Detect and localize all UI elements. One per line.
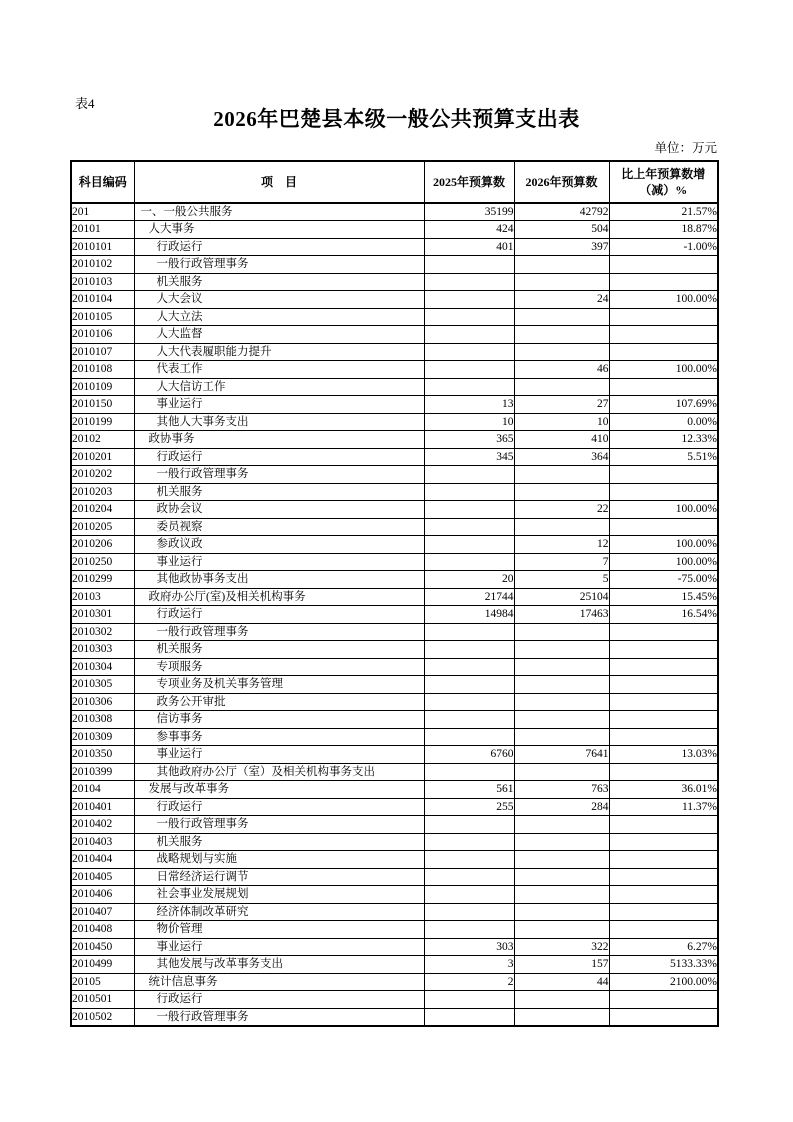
cell-pct: 5.51% xyxy=(609,448,718,466)
cell-item: 专项服务 xyxy=(134,658,424,676)
table-row xyxy=(71,203,718,221)
table-row xyxy=(71,501,718,519)
cell-item: 行政运行 xyxy=(134,991,424,1009)
cell-code: 2010201 xyxy=(71,448,134,466)
cell-pct xyxy=(609,308,718,326)
table-row xyxy=(71,308,718,326)
cell-2026 xyxy=(514,326,609,344)
cell-code: 2010308 xyxy=(71,711,134,729)
cell-2026: 12 xyxy=(514,536,609,554)
cell-2026 xyxy=(514,868,609,886)
cell-2025: 303 xyxy=(424,938,514,956)
cell-2026 xyxy=(514,676,609,694)
table-row xyxy=(71,676,718,694)
cell-code: 2010107 xyxy=(71,343,134,361)
table-row xyxy=(71,728,718,746)
cell-code: 2010204 xyxy=(71,501,134,519)
cell-2025 xyxy=(424,378,514,396)
cell-2025: 10 xyxy=(424,413,514,431)
cell-code: 20104 xyxy=(71,781,134,799)
cell-item: 日常经济运行调节 xyxy=(134,868,424,886)
cell-2025 xyxy=(424,658,514,676)
cell-code: 2010401 xyxy=(71,798,134,816)
cell-2025 xyxy=(424,903,514,921)
cell-item: 行政运行 xyxy=(134,606,424,624)
table-row xyxy=(71,746,718,764)
cell-2026 xyxy=(514,1008,609,1026)
table-row xyxy=(71,238,718,256)
cell-2025 xyxy=(424,886,514,904)
cell-item: 机关服务 xyxy=(134,273,424,291)
cell-item: 其他政协事务支出 xyxy=(134,571,424,589)
table-row xyxy=(71,361,718,379)
table-row xyxy=(71,851,718,869)
cell-2026 xyxy=(514,256,609,274)
cell-item: 人大事务 xyxy=(134,221,424,239)
cell-2026 xyxy=(514,483,609,501)
cell-2025 xyxy=(424,483,514,501)
cell-2026 xyxy=(514,833,609,851)
cell-2026: 284 xyxy=(514,798,609,816)
cell-item: 统计信息事务 xyxy=(134,973,424,991)
cell-code: 2010402 xyxy=(71,816,134,834)
cell-code: 2010102 xyxy=(71,256,134,274)
cell-2026 xyxy=(514,641,609,659)
cell-pct xyxy=(609,693,718,711)
cell-code: 2010501 xyxy=(71,991,134,1009)
cell-code: 2010499 xyxy=(71,956,134,974)
cell-pct xyxy=(609,676,718,694)
cell-2025 xyxy=(424,623,514,641)
table-row xyxy=(71,641,718,659)
cell-item: 专项业务及机关事务管理 xyxy=(134,676,424,694)
header-change-line1: 比上年预算数增 xyxy=(621,166,706,181)
header-change xyxy=(609,161,718,203)
cell-2025 xyxy=(424,816,514,834)
cell-pct: 100.00% xyxy=(609,536,718,554)
cell-code: 201 xyxy=(71,203,134,221)
cell-pct xyxy=(609,763,718,781)
cell-2026 xyxy=(514,518,609,536)
table-row xyxy=(71,588,718,606)
cell-code: 2010306 xyxy=(71,693,134,711)
table-row xyxy=(71,273,718,291)
cell-2025: 3 xyxy=(424,956,514,974)
cell-2026: 25104 xyxy=(514,588,609,606)
cell-item: 事业运行 xyxy=(134,938,424,956)
cell-2026: 322 xyxy=(514,938,609,956)
cell-code: 2010101 xyxy=(71,238,134,256)
cell-code: 2010450 xyxy=(71,938,134,956)
cell-code: 2010403 xyxy=(71,833,134,851)
cell-pct xyxy=(609,921,718,939)
header-code: 科目编码 xyxy=(71,161,134,203)
cell-2026: 17463 xyxy=(514,606,609,624)
cell-code: 2010199 xyxy=(71,413,134,431)
cell-2026 xyxy=(514,623,609,641)
cell-pct xyxy=(609,851,718,869)
table-row xyxy=(71,396,718,414)
cell-item: 机关服务 xyxy=(134,483,424,501)
table-row xyxy=(71,606,718,624)
cell-item: 一、一般公共服务 xyxy=(134,203,424,221)
cell-2025 xyxy=(424,851,514,869)
table-row xyxy=(71,221,718,239)
cell-2025 xyxy=(424,833,514,851)
cell-2025 xyxy=(424,991,514,1009)
cell-2026: 22 xyxy=(514,501,609,519)
cell-code: 2010304 xyxy=(71,658,134,676)
cell-code: 2010502 xyxy=(71,1008,134,1026)
cell-2026 xyxy=(514,991,609,1009)
cell-pct xyxy=(609,1008,718,1026)
cell-code: 2010109 xyxy=(71,378,134,396)
cell-2026: 7641 xyxy=(514,746,609,764)
cell-pct xyxy=(609,326,718,344)
header-item: 项 目 xyxy=(134,161,424,203)
cell-item: 代表工作 xyxy=(134,361,424,379)
cell-pct xyxy=(609,273,718,291)
cell-code: 2010106 xyxy=(71,326,134,344)
cell-2025 xyxy=(424,1008,514,1026)
table-row xyxy=(71,553,718,571)
budget-table xyxy=(70,160,719,1027)
cell-item: 行政运行 xyxy=(134,798,424,816)
cell-2026: 157 xyxy=(514,956,609,974)
cell-item: 经济体制改革研究 xyxy=(134,903,424,921)
cell-item: 人大会议 xyxy=(134,291,424,309)
cell-pct xyxy=(609,816,718,834)
table-row xyxy=(71,903,718,921)
cell-item: 参事事务 xyxy=(134,728,424,746)
cell-item: 政协会议 xyxy=(134,501,424,519)
table-row xyxy=(71,466,718,484)
cell-2026 xyxy=(514,308,609,326)
cell-item: 一般行政管理事务 xyxy=(134,816,424,834)
cell-item: 一般行政管理事务 xyxy=(134,256,424,274)
cell-item: 委员视察 xyxy=(134,518,424,536)
cell-2026 xyxy=(514,763,609,781)
cell-pct: 2100.00% xyxy=(609,973,718,991)
table-row xyxy=(71,833,718,851)
cell-2026: 42792 xyxy=(514,203,609,221)
cell-pct xyxy=(609,378,718,396)
cell-2026: 763 xyxy=(514,781,609,799)
cell-2026: 364 xyxy=(514,448,609,466)
table-row xyxy=(71,711,718,729)
cell-code: 2010108 xyxy=(71,361,134,379)
cell-item: 政协事务 xyxy=(134,431,424,449)
cell-pct xyxy=(609,711,718,729)
cell-2025: 424 xyxy=(424,221,514,239)
cell-item: 政府办公厅(室)及相关机构事务 xyxy=(134,588,424,606)
cell-code: 2010206 xyxy=(71,536,134,554)
cell-item: 人大立法 xyxy=(134,308,424,326)
cell-2026 xyxy=(514,693,609,711)
table-row xyxy=(71,326,718,344)
cell-item: 战略规划与实施 xyxy=(134,851,424,869)
cell-2025: 401 xyxy=(424,238,514,256)
cell-2025: 20 xyxy=(424,571,514,589)
cell-item: 一般行政管理事务 xyxy=(134,1008,424,1026)
header-2025: 2025年预算数 xyxy=(424,161,514,203)
cell-pct xyxy=(609,466,718,484)
cell-code: 2010205 xyxy=(71,518,134,536)
cell-2025 xyxy=(424,291,514,309)
table-row xyxy=(71,571,718,589)
cell-code: 2010203 xyxy=(71,483,134,501)
cell-code: 20105 xyxy=(71,973,134,991)
cell-pct xyxy=(609,343,718,361)
cell-pct: 6.27% xyxy=(609,938,718,956)
cell-2026 xyxy=(514,273,609,291)
cell-2025 xyxy=(424,536,514,554)
table-row xyxy=(71,413,718,431)
cell-2026: 24 xyxy=(514,291,609,309)
cell-2026 xyxy=(514,378,609,396)
table-row xyxy=(71,973,718,991)
cell-pct xyxy=(609,903,718,921)
cell-pct: 100.00% xyxy=(609,361,718,379)
cell-2026: 410 xyxy=(514,431,609,449)
cell-item: 社会事业发展规划 xyxy=(134,886,424,904)
table-label: 表4 xyxy=(75,96,95,111)
cell-2026 xyxy=(514,903,609,921)
cell-code: 2010301 xyxy=(71,606,134,624)
cell-2025: 345 xyxy=(424,448,514,466)
cell-2025: 365 xyxy=(424,431,514,449)
cell-item: 机关服务 xyxy=(134,833,424,851)
cell-2025: 2 xyxy=(424,973,514,991)
cell-2026 xyxy=(514,658,609,676)
cell-pct: -75.00% xyxy=(609,571,718,589)
cell-2025 xyxy=(424,868,514,886)
cell-code: 2010103 xyxy=(71,273,134,291)
cell-pct: 12.33% xyxy=(609,431,718,449)
header-change-line2: （减）% xyxy=(639,183,688,197)
cell-2025 xyxy=(424,466,514,484)
cell-2026 xyxy=(514,816,609,834)
cell-2025: 21744 xyxy=(424,588,514,606)
cell-2026: 27 xyxy=(514,396,609,414)
cell-2025: 255 xyxy=(424,798,514,816)
cell-code: 2010250 xyxy=(71,553,134,571)
cell-2026: 7 xyxy=(514,553,609,571)
cell-2026 xyxy=(514,851,609,869)
cell-pct: 15.45% xyxy=(609,588,718,606)
cell-pct: 100.00% xyxy=(609,501,718,519)
table-row xyxy=(71,431,718,449)
cell-2026: 10 xyxy=(514,413,609,431)
cell-pct xyxy=(609,991,718,1009)
table-header xyxy=(71,161,718,203)
table-row xyxy=(71,798,718,816)
cell-code: 2010305 xyxy=(71,676,134,694)
cell-2025 xyxy=(424,763,514,781)
cell-2025: 14984 xyxy=(424,606,514,624)
cell-code: 2010150 xyxy=(71,396,134,414)
table-row xyxy=(71,938,718,956)
cell-code: 2010302 xyxy=(71,623,134,641)
cell-code: 20103 xyxy=(71,588,134,606)
page-title: 2026年巴楚县本级一般公共预算支出表 xyxy=(213,107,580,131)
table-row xyxy=(71,483,718,501)
table-row xyxy=(71,518,718,536)
cell-item: 物价管理 xyxy=(134,921,424,939)
cell-item: 其他政府办公厅（室）及相关机构事务支出 xyxy=(134,763,424,781)
cell-code: 20102 xyxy=(71,431,134,449)
header-row xyxy=(71,161,718,203)
cell-code: 2010105 xyxy=(71,308,134,326)
table-row xyxy=(71,886,718,904)
table-row xyxy=(71,623,718,641)
cell-code: 2010104 xyxy=(71,291,134,309)
cell-pct xyxy=(609,256,718,274)
cell-2025 xyxy=(424,308,514,326)
cell-item: 人大信访工作 xyxy=(134,378,424,396)
cell-code: 2010407 xyxy=(71,903,134,921)
table-row xyxy=(71,868,718,886)
cell-2025 xyxy=(424,711,514,729)
cell-2025 xyxy=(424,501,514,519)
cell-code: 2010408 xyxy=(71,921,134,939)
cell-code: 2010399 xyxy=(71,763,134,781)
cell-item: 信访事务 xyxy=(134,711,424,729)
cell-2026 xyxy=(514,921,609,939)
table-row xyxy=(71,536,718,554)
cell-item: 行政运行 xyxy=(134,238,424,256)
cell-2026 xyxy=(514,728,609,746)
cell-pct: -1.00% xyxy=(609,238,718,256)
cell-2025 xyxy=(424,256,514,274)
table-row xyxy=(71,378,718,396)
cell-2025 xyxy=(424,641,514,659)
unit-label: 单位：万元 xyxy=(654,141,717,155)
cell-pct xyxy=(609,518,718,536)
cell-item: 一般行政管理事务 xyxy=(134,623,424,641)
cell-pct: 21.57% xyxy=(609,203,718,221)
cell-pct: 16.54% xyxy=(609,606,718,624)
cell-2026 xyxy=(514,711,609,729)
cell-item: 发展与改革事务 xyxy=(134,781,424,799)
cell-2025 xyxy=(424,361,514,379)
cell-2025 xyxy=(424,326,514,344)
table-row xyxy=(71,921,718,939)
cell-code: 2010350 xyxy=(71,746,134,764)
cell-code: 2010202 xyxy=(71,466,134,484)
cell-2025: 13 xyxy=(424,396,514,414)
cell-pct: 11.37% xyxy=(609,798,718,816)
table-row xyxy=(71,291,718,309)
cell-item: 机关服务 xyxy=(134,641,424,659)
cell-2025: 561 xyxy=(424,781,514,799)
cell-item: 其他发展与改革事务支出 xyxy=(134,956,424,974)
cell-2025 xyxy=(424,553,514,571)
cell-pct: 36.01% xyxy=(609,781,718,799)
cell-pct xyxy=(609,658,718,676)
cell-2025 xyxy=(424,676,514,694)
cell-item: 行政运行 xyxy=(134,448,424,466)
cell-pct: 0.00% xyxy=(609,413,718,431)
cell-item: 人大监督 xyxy=(134,326,424,344)
cell-item: 政务公开审批 xyxy=(134,693,424,711)
cell-code: 2010404 xyxy=(71,851,134,869)
cell-pct: 100.00% xyxy=(609,553,718,571)
cell-pct xyxy=(609,886,718,904)
table-row xyxy=(71,956,718,974)
table-body xyxy=(71,203,718,1026)
table-row xyxy=(71,781,718,799)
cell-2026 xyxy=(514,343,609,361)
cell-item: 人大代表履职能力提升 xyxy=(134,343,424,361)
cell-pct xyxy=(609,728,718,746)
cell-2025 xyxy=(424,273,514,291)
cell-2025 xyxy=(424,518,514,536)
cell-pct xyxy=(609,483,718,501)
header-2026: 2026年预算数 xyxy=(514,161,609,203)
cell-2026: 504 xyxy=(514,221,609,239)
cell-item: 一般行政管理事务 xyxy=(134,466,424,484)
cell-code: 2010405 xyxy=(71,868,134,886)
cell-pct xyxy=(609,868,718,886)
cell-2025: 6760 xyxy=(424,746,514,764)
cell-item: 事业运行 xyxy=(134,553,424,571)
cell-2026: 46 xyxy=(514,361,609,379)
cell-code: 2010406 xyxy=(71,886,134,904)
table-row xyxy=(71,763,718,781)
cell-pct: 107.69% xyxy=(609,396,718,414)
cell-2026: 5 xyxy=(514,571,609,589)
cell-2025: 35199 xyxy=(424,203,514,221)
cell-pct xyxy=(609,833,718,851)
cell-pct xyxy=(609,623,718,641)
cell-item: 其他人大事务支出 xyxy=(134,413,424,431)
table-row xyxy=(71,256,718,274)
cell-2025 xyxy=(424,921,514,939)
cell-pct xyxy=(609,641,718,659)
cell-2026: 397 xyxy=(514,238,609,256)
cell-item: 事业运行 xyxy=(134,746,424,764)
cell-code: 2010309 xyxy=(71,728,134,746)
cell-2025 xyxy=(424,693,514,711)
table-row xyxy=(71,658,718,676)
cell-2026 xyxy=(514,886,609,904)
cell-2026 xyxy=(514,466,609,484)
table-row xyxy=(71,1008,718,1026)
table-row xyxy=(71,991,718,1009)
cell-item: 事业运行 xyxy=(134,396,424,414)
table-row xyxy=(71,343,718,361)
cell-2025 xyxy=(424,343,514,361)
cell-code: 2010299 xyxy=(71,571,134,589)
cell-2025 xyxy=(424,728,514,746)
table-row xyxy=(71,448,718,466)
cell-code: 20101 xyxy=(71,221,134,239)
cell-pct: 13.03% xyxy=(609,746,718,764)
table-row xyxy=(71,693,718,711)
cell-pct: 100.00% xyxy=(609,291,718,309)
cell-2026: 44 xyxy=(514,973,609,991)
cell-pct: 18.87% xyxy=(609,221,718,239)
cell-item: 参政议政 xyxy=(134,536,424,554)
cell-pct: 5133.33% xyxy=(609,956,718,974)
table-row xyxy=(71,816,718,834)
cell-code: 2010303 xyxy=(71,641,134,659)
